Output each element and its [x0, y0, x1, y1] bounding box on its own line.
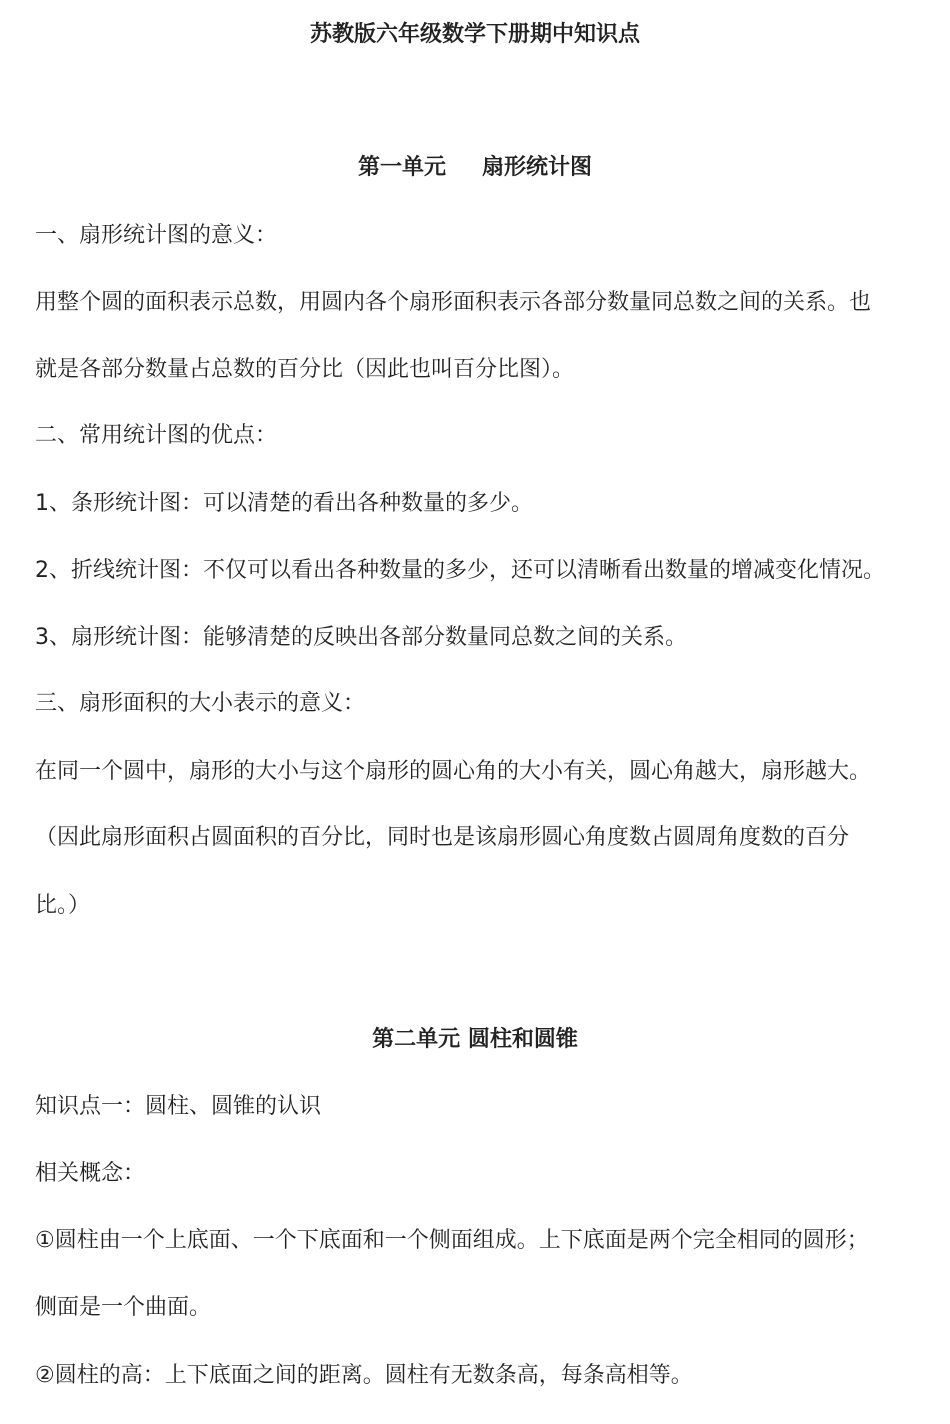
unit1-list-item: 3、扇形统计图：能够清楚的反映出各部分数量同总数之间的关系。	[35, 625, 687, 650]
unit1-list-item: 1、条形统计图：可以清楚的看出各种数量的多少。	[35, 491, 533, 516]
unit1-paragraph-line: 用整个圆的面积表示总数，用圆内各个扇形面积表示各部分数量同总数之间的关系。也	[35, 290, 872, 315]
unit1-list-item: 2、折线统计图：不仅可以看出各种数量的多少，还可以清晰看出数量的增减变化情况。	[35, 558, 885, 583]
unit1-section3-heading: 三、扇形面积的大小表示的意义：	[35, 691, 366, 716]
unit1-section1-heading: 一、扇形统计图的意义：	[35, 223, 278, 248]
unit2-concepts-heading: 相关概念：	[35, 1161, 146, 1186]
unit1-paragraph-line: 比。）	[35, 893, 91, 918]
unit1-section2-heading: 二、常用统计图的优点：	[35, 423, 278, 448]
unit2-paragraph-line: 侧面是一个曲面。	[35, 1295, 212, 1320]
document-title: 苏教版六年级数学下册期中知识点	[309, 22, 640, 47]
unit1-paragraph-line: （因此扇形面积占圆面积的百分比，同时也是该扇形圆心角度数占圆周角度数的百分	[35, 825, 850, 850]
unit1-paragraph-line: 在同一个圆中，扇形的大小与这个扇形的圆心角的大小有关，圆心角越大，扇形越大。	[35, 759, 872, 784]
unit1-heading-number: 第一单元	[357, 155, 446, 180]
unit1-heading	[0, 153, 950, 183]
unit1-heading-topic: 扇形统计图	[482, 155, 593, 180]
unit2-paragraph-line: ①圆柱由一个上底面、一个下底面和一个侧面组成。上下底面是两个完全相同的圆形；	[35, 1228, 869, 1253]
unit1-paragraph-line: 就是各部分数量占总数的百分比（因此也叫百分比图）。	[35, 357, 575, 382]
unit2-paragraph-line: ②圆柱的高：上下底面之间的距离。圆柱有无数条高，每条高相等。	[35, 1363, 693, 1388]
unit2-knowledge-point-heading: 知识点一：圆柱、圆锥的认识	[35, 1094, 322, 1119]
unit2-heading: 第二单元 圆柱和圆锥	[372, 1027, 578, 1052]
